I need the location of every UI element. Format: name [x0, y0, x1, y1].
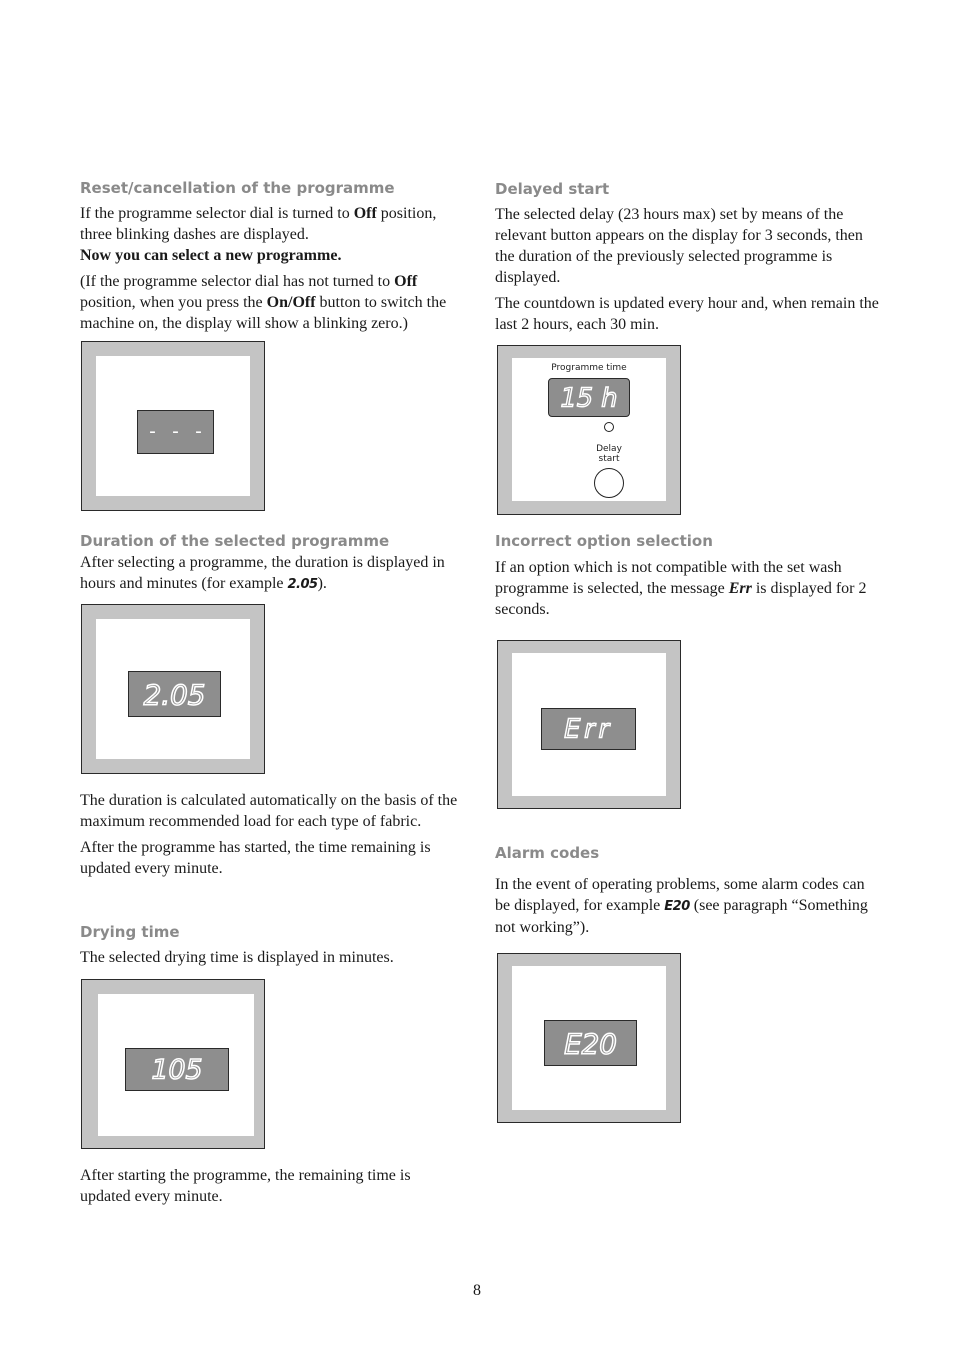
- delayed-heading: Delayed start: [495, 180, 610, 198]
- reset-text: If the programme selector dial is turned to Off position, three blinking dashes are displayed. Now you can select a new programme. (If the programme selector dial has not turned to Off position, when you press the On/Off button to switch the machine on, the display will show a blinking zero.): [80, 205, 447, 332]
- duration-lcd: [128, 671, 221, 717]
- reset-lcd: [137, 410, 214, 454]
- alarm-lcd-text: E20: [564, 1027, 617, 1061]
- alarm-lcd: [544, 1020, 637, 1066]
- delay-indicator-led: [604, 422, 614, 432]
- drying-text: The selected drying time is displayed in minutes.: [80, 949, 394, 966]
- incorrect-lcd: [541, 708, 636, 750]
- incorrect-display-frame: [497, 640, 681, 809]
- duration-text: After selecting a programme, the duration is displayed in hours and minutes (for example 2.05).: [80, 554, 445, 592]
- alarm-text: In the event of operating problems, some alarm codes can be displayed, for example E20 (see paragraph “Something not working”).: [495, 876, 868, 936]
- delayed-display-frame: [497, 345, 681, 515]
- delay-start-label: Delay start: [596, 444, 622, 464]
- reset-heading: Reset/cancellation of the programme: [80, 179, 395, 197]
- drying-text-2: After starting the programme, the remaining time is updated every minute.: [80, 1167, 411, 1205]
- reset-lcd-text: - - -: [146, 419, 205, 443]
- drying-heading: Drying time: [80, 923, 180, 941]
- duration-lcd-text: 2.05: [143, 678, 206, 712]
- incorrect-lcd-text: Err: [564, 714, 613, 745]
- delay-start-button[interactable]: [594, 468, 624, 498]
- delayed-lcd: [548, 378, 630, 417]
- drying-lcd: [125, 1048, 229, 1091]
- delayed-lcd-text: 15 h: [560, 383, 618, 414]
- alarm-display-frame: [497, 953, 681, 1123]
- programme-time-label: Programme time: [551, 363, 627, 373]
- alarm-heading: Alarm codes: [495, 844, 600, 862]
- drying-display-frame: [81, 979, 265, 1149]
- page-number: 8: [473, 1282, 481, 1299]
- duration-display-frame: [81, 604, 265, 774]
- delayed-text: The selected delay (23 hours max) set by means of the relevant button appears on the display for 3 seconds, then the duration of the previously selected programme is displayed. The countdown is updated every hour and, when remain the last 2 hours, each 30 min.: [495, 206, 879, 333]
- reset-display-frame: [81, 341, 265, 511]
- drying-lcd-text: 105: [151, 1054, 203, 1086]
- incorrect-text: If an option which is not compatible with the set wash programme is selected, the message Err is displayed for 2 seconds.: [495, 559, 867, 618]
- duration-text-2: The duration is calculated automatically on the basis of the maximum recommended load for each type of fabric. After the programme has started, the time remaining is updated every minute.: [80, 792, 458, 877]
- duration-heading: Duration of the selected programme: [80, 532, 390, 550]
- incorrect-heading: Incorrect option selection: [495, 532, 713, 550]
